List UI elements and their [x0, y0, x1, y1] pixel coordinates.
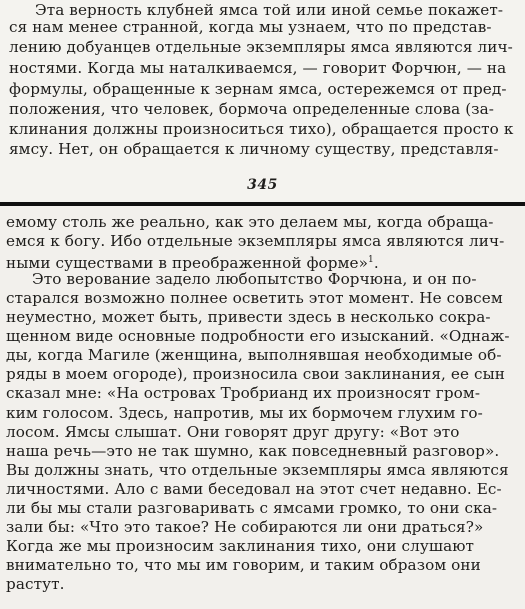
- text-line: растут.: [6, 575, 65, 593]
- text-line: щенном виде основные подробности его изысканий. «Однаж-: [6, 327, 510, 345]
- page-number: 345: [247, 177, 278, 193]
- text-line: формулы, обращенные к зернам ямса, остережемся от пред-: [9, 80, 507, 98]
- text-line: ряды в моем огороде), произносила свои заклинания, ее сын: [6, 365, 506, 383]
- top-page: [0, 0, 525, 203]
- text-line: емому столь же реально, как это делаем мы, когда обраща-: [6, 213, 494, 231]
- text-line: ды, когда Магиле (женщина, выполнявшая необходимые об-: [6, 346, 502, 364]
- text-line: Вы должны знать, что отдельные экземпляры ямса являются: [6, 461, 509, 479]
- text-line: ностями. Когда мы наталкиваемся, — говорит Форчюн, — на: [9, 59, 507, 77]
- bottom-page: [0, 207, 525, 609]
- text-line: личностями. Ало с вами беседовал на этот счет недавно. Ес-: [6, 480, 502, 498]
- text-line: клинания должны произноситься тихо), обращается просто к: [9, 120, 514, 138]
- text-line: зали бы: «Что это такое? Не собираются ли они драться?»: [6, 518, 484, 536]
- text-line: Это верование задело любопытство Форчюна, и он по-: [32, 270, 477, 288]
- text-line: неуместно, может быть, привести здесь в несколько сокра-: [6, 308, 491, 326]
- text-line: старался возможно полнее осветить этот момент. Не совсем: [6, 289, 503, 307]
- text-line: внимательно то, что мы им говорим, и таким образом они: [6, 556, 481, 574]
- text-line: сказал мне: «На островах Тробрианд их произносят гром-: [6, 384, 481, 402]
- text-line: лосом. Ямсы слышат. Они говорят друг другу: «Вот это: [6, 423, 460, 441]
- page-divider: [0, 202, 525, 206]
- text-line: Когда же мы произносим заклинания тихо, они слушают: [6, 537, 475, 555]
- text-line: емся к богу. Ибо отдельные экземпляры ямса являются лич-: [6, 232, 505, 250]
- footnote-marker: 1: [368, 255, 374, 265]
- text-line-end: .: [373, 254, 379, 273]
- text-line: ли бы мы стали разговаривать с ямсами громко, то они ска-: [6, 499, 498, 517]
- text-line-content: ными существами в преображенной форме»: [6, 254, 369, 273]
- text-line: ся нам менее странной, когда мы узнаем, что по представ-: [9, 18, 492, 36]
- text-line: положения, что человек, бормоча определенные слова (за-: [9, 100, 495, 118]
- text-line: лению добуанцев отдельные экземпляры ямса являются лич-: [9, 38, 513, 56]
- text-line: Эта верность клубней ямса той или иной семье покажет-: [35, 1, 504, 19]
- text-line: наша речь—это не так шумно, как повседневный разговор».: [6, 442, 500, 460]
- text-line: ямсу. Нет, он обращается к личному существу, представля-: [9, 140, 499, 158]
- text-line: ким голосом. Здесь, напротив, мы их бормочем глухим го-: [6, 404, 483, 422]
